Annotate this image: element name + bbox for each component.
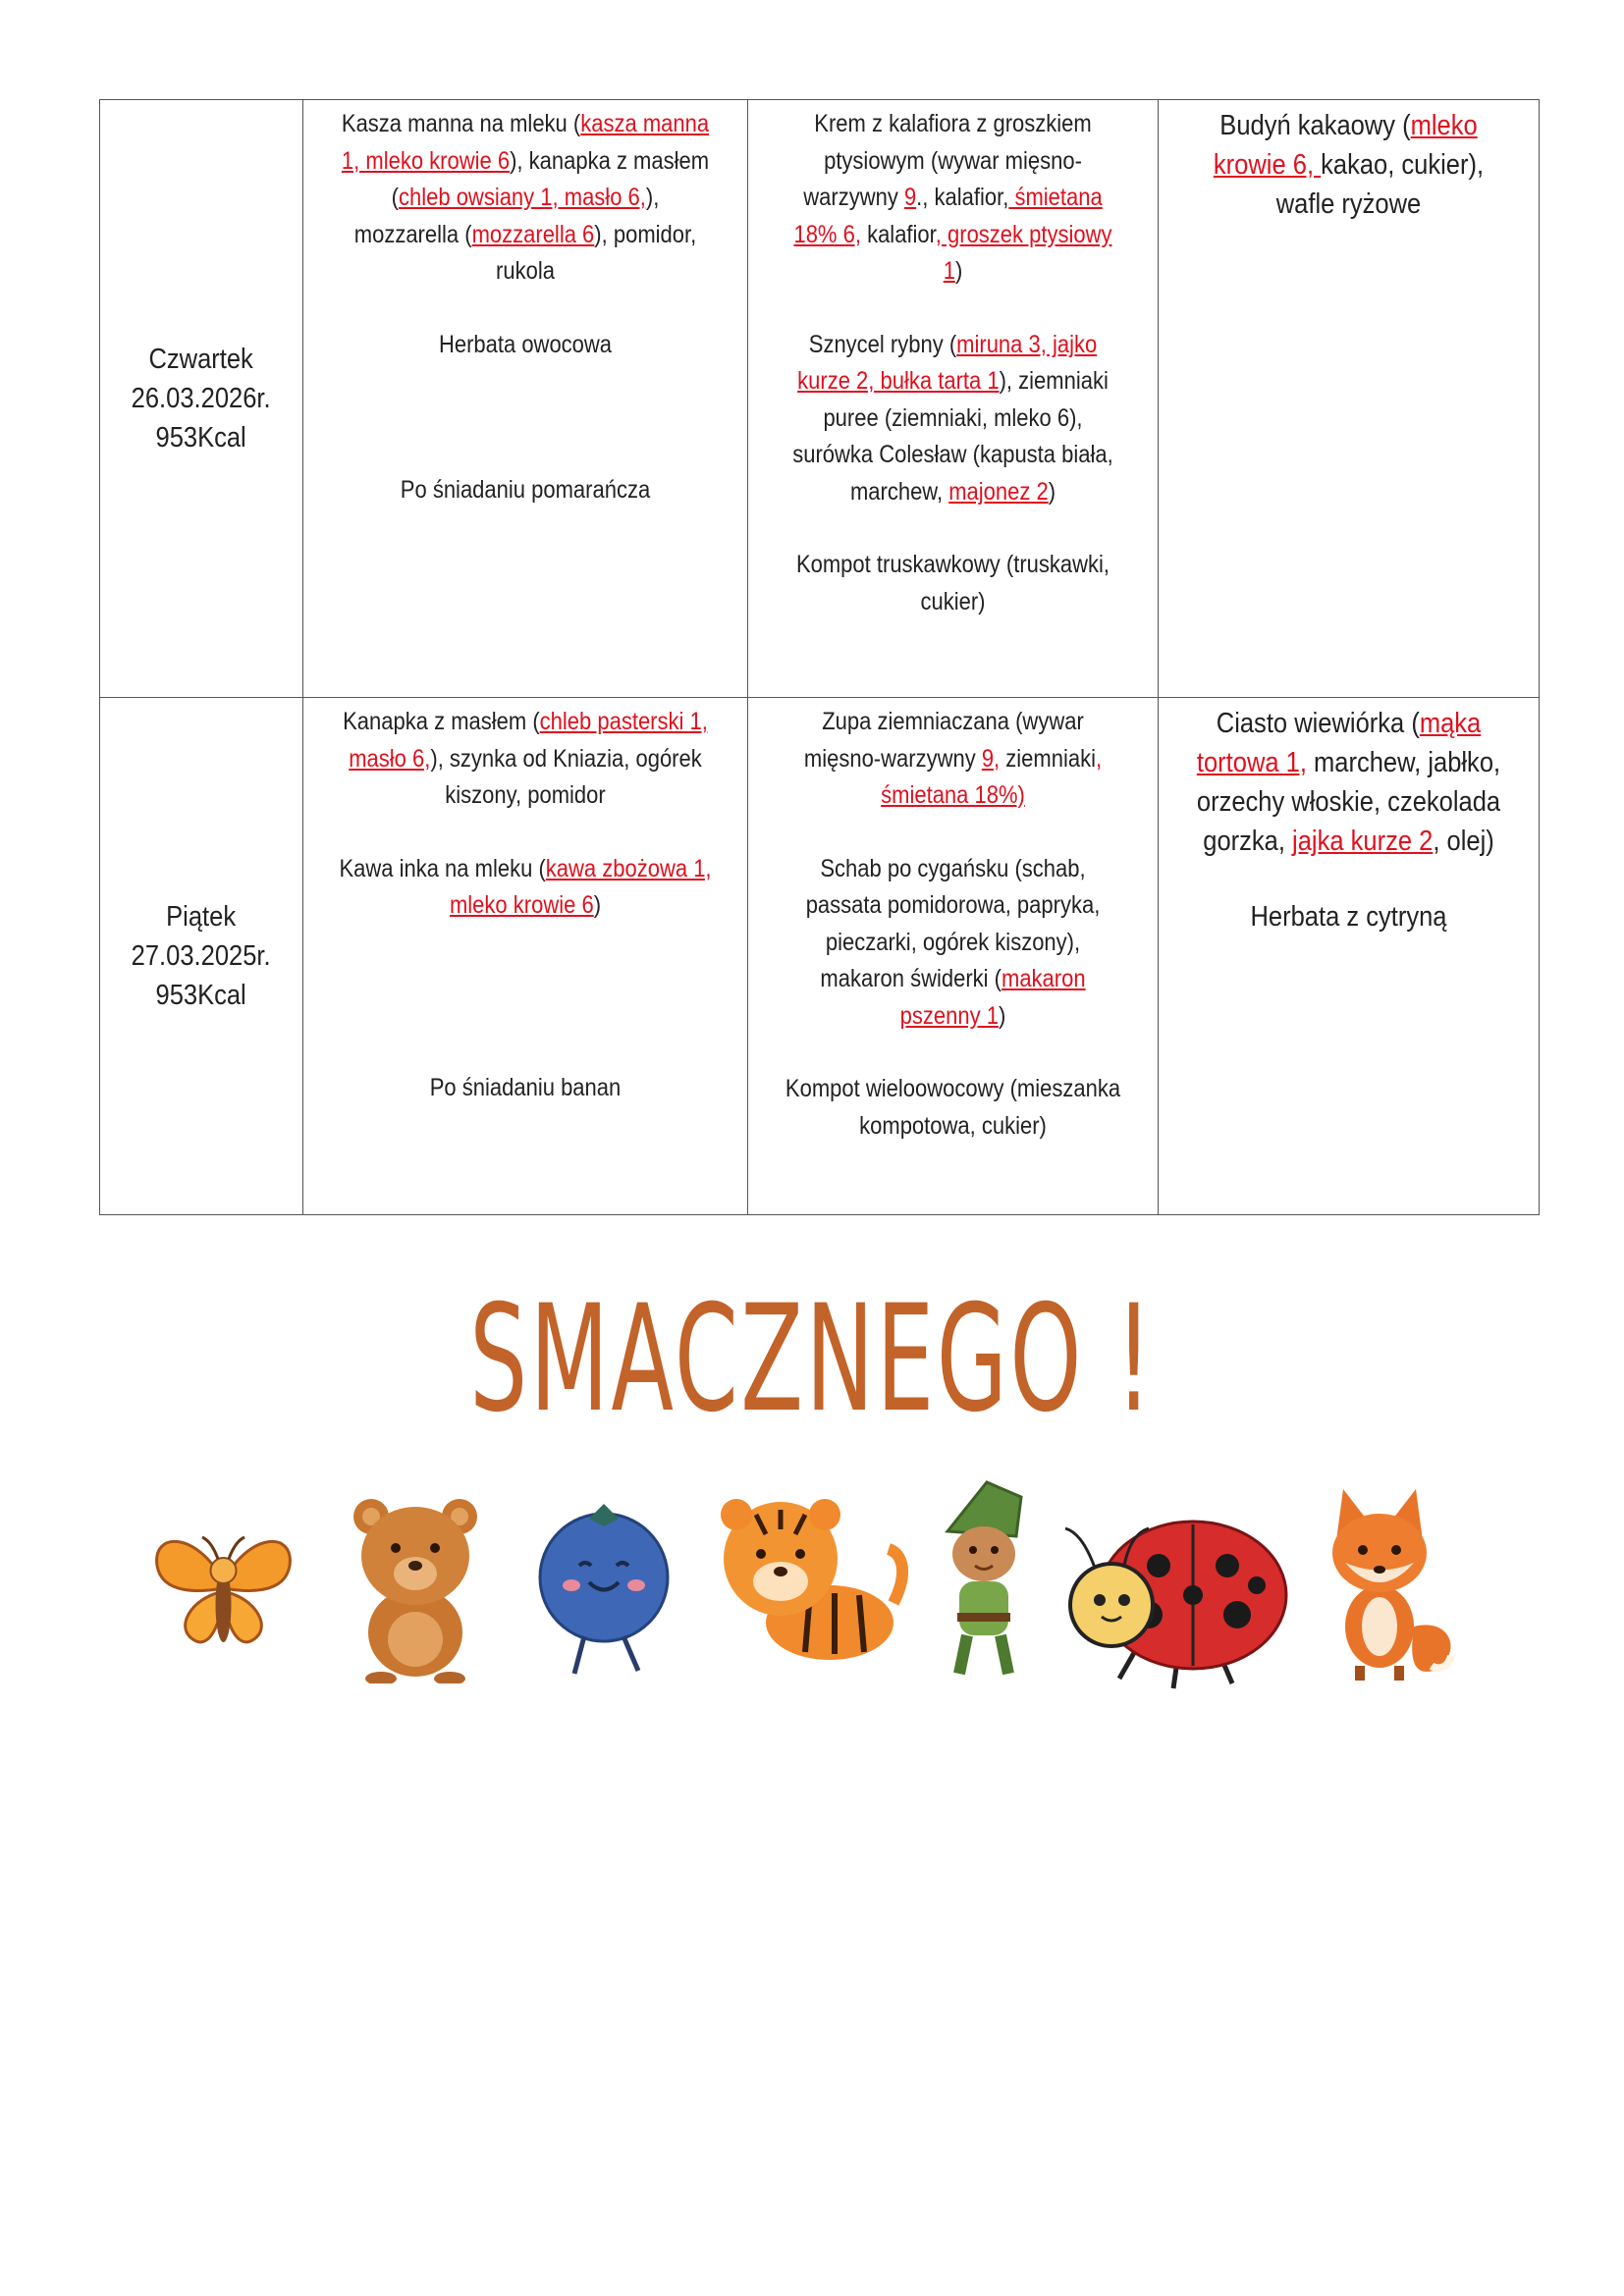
ladybug-icon [1051,1497,1296,1693]
breakfast-text: Kasza manna na mleku ( [341,110,581,137]
dessert-cell [1159,698,1540,1215]
allergen-text: mleko krowie 6, [1213,110,1478,181]
dessert-text: Ciasto wiewiórka ( [1216,708,1420,739]
main-course-text: Schab po cygańsku (schab, passata pomidorowa, papryka, pieczarki, ogórek kiszony), makaron świderki ( [805,854,1101,992]
dessert-text: , olej) [1433,826,1494,857]
dessert-text: Budyń kakaowy ( [1219,110,1411,141]
soup-text: ., kalafior, [916,184,1009,211]
main-course-text: ) [998,1001,1006,1030]
page-title: SMACZNEGO ! [469,1274,1155,1445]
allergen-text: makaron pszenny 1 [899,965,1086,1030]
breakfast-text: ), pomidor, rukola [496,220,697,285]
soup-text: ziemniaki [1000,744,1096,773]
breakfast-cell [303,698,748,1215]
allergen-text: chleb pasterski 1, masło 6, [349,708,708,773]
allergen-text: śmietana 18% 6, [793,184,1103,248]
dessert-text: marchew, jabłko, orzechy włoskie, czekolada gorzka, [1196,747,1501,857]
main-course-text: Sznycel rybny ( [808,330,957,358]
day-kcal: 953Kcal [155,980,247,1011]
gnome-icon [928,1477,1041,1679]
main-course-text: ), ziemniaki puree (ziemniaki, mleko 6), surówka Colesław (kapusta biała, marchew, [792,367,1113,506]
day-date: 27.03.2025r. [132,940,271,972]
day-date: 26.03.2026r. [132,383,271,414]
menu-row-friday [100,698,1540,1215]
dessert-drink: Herbata z cytryną [1250,901,1447,933]
day-name: Piątek [166,901,237,933]
allergen-text: chleb owsiany 1, masło 6, [398,184,646,211]
lunch-cell [748,100,1159,698]
animals-illustration [147,1477,1473,1703]
tiger-icon [712,1485,908,1682]
allergen-text: 9, [981,744,1001,773]
lunch-drink: Kompot truskawkowy (truskawki, cukier) [795,551,1110,615]
breakfast-text: ), mozzarella ( [353,184,660,248]
day-kcal: 953Kcal [155,422,247,454]
day-cell [100,100,303,698]
breakfast-cell [303,100,748,698]
allergen-text: kawa zbożowa 1, mleko krowie 6 [449,854,712,919]
allergen-text: mozzarella 6 [471,220,595,248]
allergen-text: mąka tortowa 1, [1196,708,1482,778]
lunch-cell [748,698,1159,1215]
butterfly-icon [147,1522,299,1659]
allergen-text: majonez 2 [948,477,1049,506]
breakfast-text: ), kanapka z masłem ( [391,146,710,211]
breakfast-drink: Kawa inka na mleku ( [339,854,546,882]
after-breakfast-fruit: Po śniadaniu banan [429,1073,622,1101]
soup-text: ) [954,257,963,285]
breakfast-text: ), szynka od Kniazia, ogórek kiszony, pomidor [430,744,702,809]
menu-table [99,99,1540,1215]
dessert-cell [1159,100,1540,698]
blueberry-icon [530,1489,677,1685]
main-course-text: ) [1048,477,1056,506]
breakfast-text: Kanapka z masłem ( [343,708,540,735]
dessert-text: kakao, cukier), wafle ryżowe [1275,149,1485,220]
allergen-text: miruna 3, jajko kurze 2, bułka tarta 1 [797,330,1098,395]
breakfast-drink: ) [593,891,602,919]
day-name: Czwartek [148,344,254,375]
allergen-text: , groszek ptysiowy 1 [935,220,1112,285]
bear-icon [342,1487,489,1683]
after-breakfast-fruit: Po śniadaniu pomarańcza [400,476,651,504]
allergen-text: kasza manna 1, mleko krowie 6 [341,110,710,175]
day-cell [100,698,303,1215]
lunch-drink: Kompot wieloowocowy (mieszanka kompotowa, cukier) [785,1075,1121,1140]
menu-row-thursday [100,100,1540,698]
allergen-text: , śmietana 18%) [881,744,1103,809]
soup-text: Krem z kalafiora z groszkiem ptysiowym (wywar mięsno-warzywny [803,110,1092,211]
breakfast-drink: Herbata owocowa [438,330,613,358]
soup-text: kalafior [860,220,936,248]
allergen-text: 9 [903,184,917,211]
fox-icon [1316,1479,1463,1685]
soup-text: Zupa ziemniaczana (wywar mięsno-warzywny [803,708,1084,773]
allergen-text: jajka kurze 2 [1292,826,1434,857]
